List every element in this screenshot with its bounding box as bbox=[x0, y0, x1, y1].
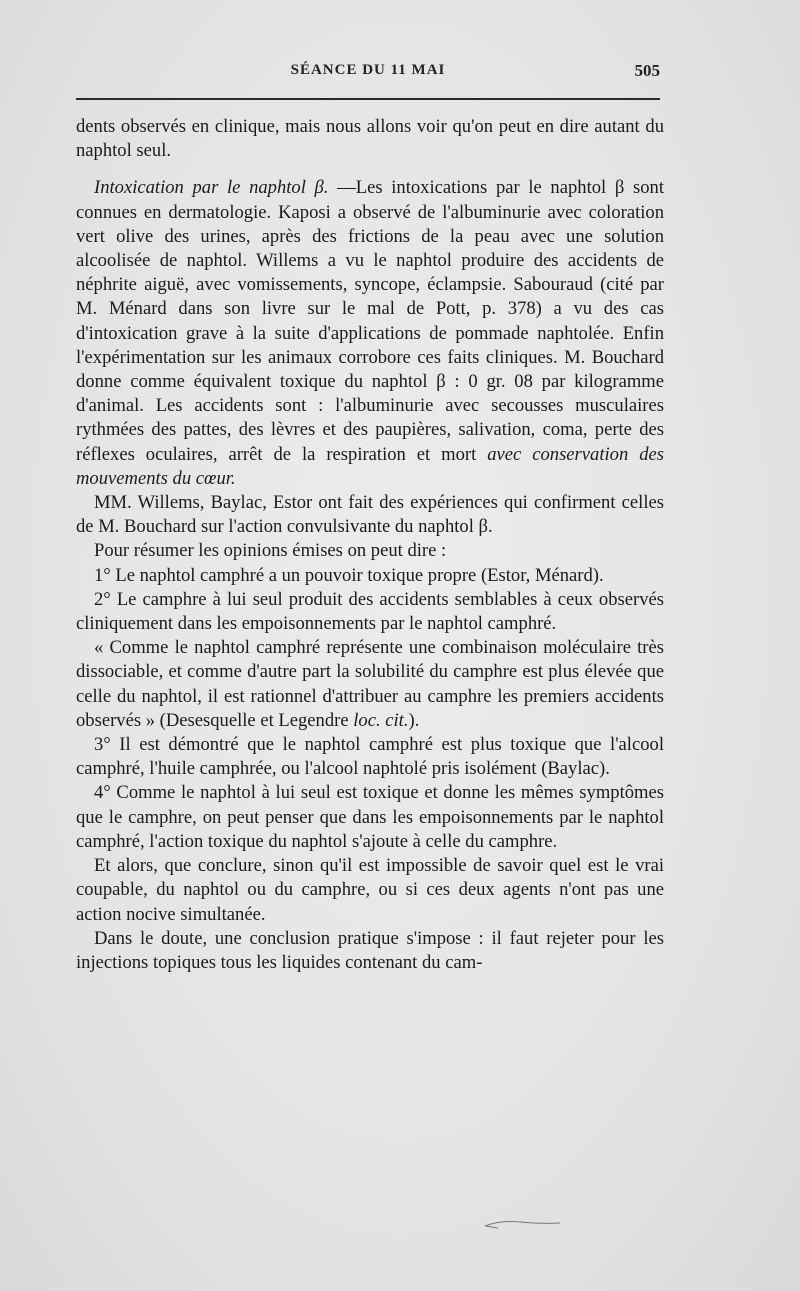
citation-end: ). bbox=[408, 709, 420, 731]
quote-text: « Comme le naphtol camphré représente une combinaison moléculaire très dissociable, et comme d'autre part la solubilité du camphre est plus élevée que celle du naphtol, il est rationnel d'attribuer au camphre les premiers accidents observés » (Desesquelle et Legendre bbox=[76, 637, 664, 731]
pencil-mark bbox=[480, 1214, 600, 1234]
paragraph-continued: dents observés en clinique, mais nous allons voir qu'on peut en dire autant du naphtol seul. bbox=[76, 116, 664, 162]
italic-phrase: avec conservation des mouvements du cœur. bbox=[76, 443, 664, 489]
paragraph-experiments: MM. Willems, Baylac, Estor ont fait des expériences qui confirment celles de M. Bouchard sur l'action convulsivante du naphtol β. bbox=[76, 492, 664, 538]
paragraph-conclusion-question: Et alors, que conclure, sinon qu'il est impossible de savoir quel est le vrai coupable, du naphtol ou du camphre, ou si ces deux agents n'ont pas une action nocive simultanée. bbox=[76, 855, 664, 925]
citation-italic: loc. cit. bbox=[353, 709, 409, 731]
list-item-1: 1° Le naphtol camphré a un pouvoir toxique propre (Estor, Ménard). bbox=[94, 564, 604, 586]
paragraph-text: —Les intoxications par le naphtol β sont connues en dermatologie. Kaposi a observé de l'albuminurie avec coloration vert olive des urines, après des frictions de la peau avec une solution alcoolisée de naphtol. Willems a vu le naphtol produire des accidents de néphrite aiguë, avec vomissements, syncope, éclampsie. Sabouraud (cité par M. Ménard dans son livre sur le mal de Pott, p. 378) a vu des cas d'intoxication grave à la suite d'applications de pommade naphtolée. Enfin l'expérimentation sur les animaux corrobore ces faits cliniques. M. Bouchard donne comme équivalent toxique du naphtol β : 0 gr. 08 par kilogramme d'animal. Les accidents sont : l'albuminurie avec secousses musculaires rythmées des pattes, des lèvres et des paupières, salivation, coma, perte des réflexes oculaires, arrêt de la respiration et mort bbox=[76, 177, 664, 465]
header-rule bbox=[76, 98, 660, 100]
list-item-2: 2° Le camphre à lui seul produit des accidents semblables à ceux observés cliniquement dans les empoisonnements par le naphtol camphré. bbox=[76, 588, 664, 635]
section-heading: Intoxication par le naphtol β. bbox=[94, 177, 329, 199]
list-item-3: 3° Il est démontré que le naphtol camphré est plus toxique que l'alcool camphré, l'huile camphrée, ou l'alcool naphtolé pris isolément (Baylac). bbox=[76, 734, 664, 780]
body-text bbox=[76, 115, 664, 975]
paragraph-quote bbox=[76, 636, 664, 733]
paragraph-intoxication bbox=[76, 176, 664, 491]
list-item-4: 4° Comme le naphtol à lui seul est toxique et donne les mêmes symptômes que le camphre, on peut penser que dans les empoisonnements par le naphtol camphré, l'action toxique du naphtol s'ajoute à celle du camphre. bbox=[76, 782, 664, 852]
page-header bbox=[76, 62, 660, 82]
running-title: SÉANCE DU 11 MAI bbox=[290, 62, 446, 78]
paragraph-summary-intro: Pour résumer les opinions émises on peut dire : bbox=[94, 540, 447, 562]
paragraph-conclusion: Dans le doute, une conclusion pratique s'impose : il faut rejeter pour les injections topiques tous les liquides contenant du cam- bbox=[76, 927, 664, 973]
page-number: 505 bbox=[634, 61, 660, 80]
